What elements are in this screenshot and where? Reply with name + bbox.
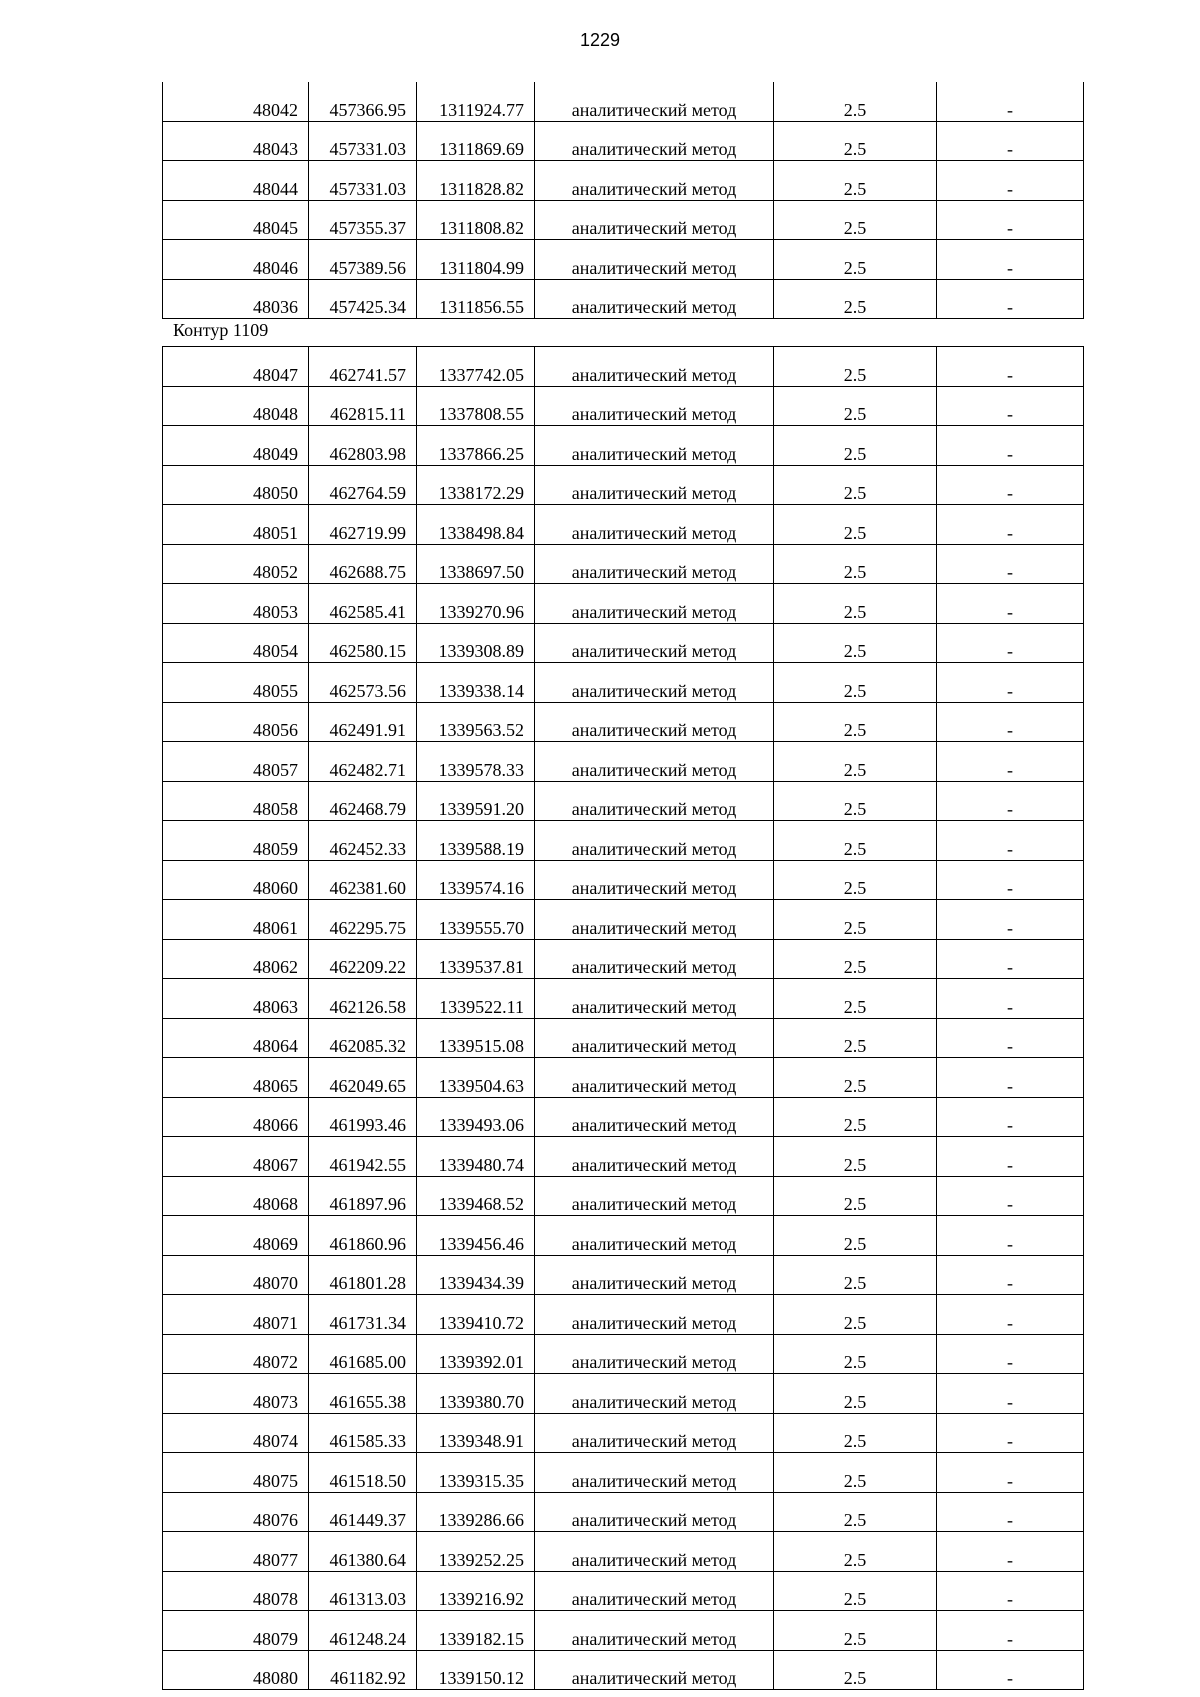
accuracy-cell: 2.5 bbox=[774, 1453, 937, 1493]
description-cell: - bbox=[937, 781, 1084, 821]
point-number-cell: 48071 bbox=[163, 1295, 309, 1335]
description-cell: - bbox=[937, 1453, 1084, 1493]
method-cell: аналитический метод bbox=[535, 161, 774, 201]
x-coordinate-cell: 462688.75 bbox=[309, 544, 417, 584]
y-coordinate-cell: 1337866.25 bbox=[417, 426, 535, 466]
point-number-cell: 48076 bbox=[163, 1492, 309, 1532]
y-coordinate-cell: 1339252.25 bbox=[417, 1532, 535, 1572]
method-cell: аналитический метод bbox=[535, 1018, 774, 1058]
table-row bbox=[163, 121, 1084, 161]
point-number-cell: 48064 bbox=[163, 1018, 309, 1058]
y-coordinate-cell: 1339537.81 bbox=[417, 939, 535, 979]
point-number-cell: 48078 bbox=[163, 1571, 309, 1611]
point-number-cell: 48051 bbox=[163, 505, 309, 545]
x-coordinate-cell: 462482.71 bbox=[309, 742, 417, 782]
table-row bbox=[163, 900, 1084, 940]
description-cell: - bbox=[937, 979, 1084, 1019]
y-coordinate-cell: 1339216.92 bbox=[417, 1571, 535, 1611]
description-cell: - bbox=[937, 386, 1084, 426]
table-row bbox=[163, 1650, 1084, 1690]
table-row bbox=[163, 623, 1084, 663]
table-row bbox=[163, 1413, 1084, 1453]
x-coordinate-cell: 457331.03 bbox=[309, 161, 417, 201]
method-cell: аналитический метод bbox=[535, 240, 774, 280]
table-row bbox=[163, 702, 1084, 742]
method-cell: аналитический метод bbox=[535, 623, 774, 663]
accuracy-cell: 2.5 bbox=[774, 821, 937, 861]
accuracy-cell: 2.5 bbox=[774, 742, 937, 782]
x-coordinate-cell: 461380.64 bbox=[309, 1532, 417, 1572]
x-coordinate-cell: 462381.60 bbox=[309, 860, 417, 900]
method-cell: аналитический метод bbox=[535, 742, 774, 782]
x-coordinate-cell: 462803.98 bbox=[309, 426, 417, 466]
y-coordinate-cell: 1339588.19 bbox=[417, 821, 535, 861]
y-coordinate-cell: 1339270.96 bbox=[417, 584, 535, 624]
description-cell: - bbox=[937, 347, 1084, 387]
table-row bbox=[163, 1611, 1084, 1651]
point-number-cell: 48065 bbox=[163, 1058, 309, 1098]
description-cell: - bbox=[937, 663, 1084, 703]
x-coordinate-cell: 462764.59 bbox=[309, 465, 417, 505]
description-cell: - bbox=[937, 240, 1084, 280]
y-coordinate-cell: 1339150.12 bbox=[417, 1650, 535, 1690]
table-row bbox=[163, 781, 1084, 821]
accuracy-cell: 2.5 bbox=[774, 121, 937, 161]
x-coordinate-cell: 462468.79 bbox=[309, 781, 417, 821]
accuracy-cell: 2.5 bbox=[774, 1492, 937, 1532]
point-number-cell: 48067 bbox=[163, 1137, 309, 1177]
accuracy-cell: 2.5 bbox=[774, 623, 937, 663]
accuracy-cell: 2.5 bbox=[774, 860, 937, 900]
accuracy-cell: 2.5 bbox=[774, 1097, 937, 1137]
table-row bbox=[163, 1571, 1084, 1611]
method-cell: аналитический метод bbox=[535, 1255, 774, 1295]
y-coordinate-cell: 1311869.69 bbox=[417, 121, 535, 161]
accuracy-cell: 2.5 bbox=[774, 1216, 937, 1256]
point-number-cell: 48063 bbox=[163, 979, 309, 1019]
method-cell: аналитический метод bbox=[535, 1611, 774, 1651]
y-coordinate-cell: 1339380.70 bbox=[417, 1374, 535, 1414]
y-coordinate-cell: 1339308.89 bbox=[417, 623, 535, 663]
table-row bbox=[163, 240, 1084, 280]
description-cell: - bbox=[937, 1413, 1084, 1453]
x-coordinate-cell: 461942.55 bbox=[309, 1137, 417, 1177]
y-coordinate-cell: 1339591.20 bbox=[417, 781, 535, 821]
accuracy-cell: 2.5 bbox=[774, 1334, 937, 1374]
y-coordinate-cell: 1337808.55 bbox=[417, 386, 535, 426]
x-coordinate-cell: 462585.41 bbox=[309, 584, 417, 624]
method-cell: аналитический метод bbox=[535, 544, 774, 584]
accuracy-cell: 2.5 bbox=[774, 426, 937, 466]
point-number-cell: 48058 bbox=[163, 781, 309, 821]
point-number-cell: 48060 bbox=[163, 860, 309, 900]
description-cell: - bbox=[937, 1295, 1084, 1335]
description-cell: - bbox=[937, 939, 1084, 979]
y-coordinate-cell: 1311804.99 bbox=[417, 240, 535, 280]
table-row bbox=[163, 1058, 1084, 1098]
accuracy-cell: 2.5 bbox=[774, 1532, 937, 1572]
table-row bbox=[163, 386, 1084, 426]
table-row bbox=[163, 821, 1084, 861]
y-coordinate-cell: 1339574.16 bbox=[417, 860, 535, 900]
contour-label: Контур 1109 bbox=[173, 320, 269, 340]
description-cell: - bbox=[937, 1018, 1084, 1058]
table-row bbox=[163, 979, 1084, 1019]
accuracy-cell: 2.5 bbox=[774, 544, 937, 584]
accuracy-cell: 2.5 bbox=[774, 279, 937, 319]
table-row bbox=[163, 1532, 1084, 1572]
method-cell: аналитический метод bbox=[535, 1176, 774, 1216]
x-coordinate-cell: 462126.58 bbox=[309, 979, 417, 1019]
y-coordinate-cell: 1311828.82 bbox=[417, 161, 535, 201]
point-number-cell: 48049 bbox=[163, 426, 309, 466]
table-row bbox=[163, 1097, 1084, 1137]
table-row bbox=[163, 860, 1084, 900]
x-coordinate-cell: 461897.96 bbox=[309, 1176, 417, 1216]
method-cell: аналитический метод bbox=[535, 979, 774, 1019]
method-cell: аналитический метод bbox=[535, 465, 774, 505]
y-coordinate-cell: 1311924.77 bbox=[417, 82, 535, 121]
accuracy-cell: 2.5 bbox=[774, 1295, 937, 1335]
description-cell: - bbox=[937, 82, 1084, 121]
x-coordinate-cell: 461993.46 bbox=[309, 1097, 417, 1137]
method-cell: аналитический метод bbox=[535, 860, 774, 900]
accuracy-cell: 2.5 bbox=[774, 200, 937, 240]
x-coordinate-cell: 462452.33 bbox=[309, 821, 417, 861]
point-number-cell: 48079 bbox=[163, 1611, 309, 1651]
accuracy-cell: 2.5 bbox=[774, 1058, 937, 1098]
method-cell: аналитический метод bbox=[535, 505, 774, 545]
point-number-cell: 48074 bbox=[163, 1413, 309, 1453]
y-coordinate-cell: 1339555.70 bbox=[417, 900, 535, 940]
description-cell: - bbox=[937, 1216, 1084, 1256]
y-coordinate-cell: 1339434.39 bbox=[417, 1255, 535, 1295]
point-number-cell: 48045 bbox=[163, 200, 309, 240]
table-row bbox=[163, 1018, 1084, 1058]
x-coordinate-cell: 462815.11 bbox=[309, 386, 417, 426]
x-coordinate-cell: 457355.37 bbox=[309, 200, 417, 240]
description-cell: - bbox=[937, 1611, 1084, 1651]
description-cell: - bbox=[937, 121, 1084, 161]
point-number-cell: 48042 bbox=[163, 82, 309, 121]
table-row bbox=[163, 82, 1084, 121]
table-row bbox=[163, 1216, 1084, 1256]
accuracy-cell: 2.5 bbox=[774, 663, 937, 703]
description-cell: - bbox=[937, 1532, 1084, 1572]
method-cell: аналитический метод bbox=[535, 939, 774, 979]
method-cell: аналитический метод bbox=[535, 1295, 774, 1335]
description-cell: - bbox=[937, 742, 1084, 782]
point-number-cell: 48059 bbox=[163, 821, 309, 861]
y-coordinate-cell: 1338697.50 bbox=[417, 544, 535, 584]
description-cell: - bbox=[937, 505, 1084, 545]
point-number-cell: 48036 bbox=[163, 279, 309, 319]
x-coordinate-cell: 457389.56 bbox=[309, 240, 417, 280]
point-number-cell: 48048 bbox=[163, 386, 309, 426]
table-row bbox=[163, 426, 1084, 466]
accuracy-cell: 2.5 bbox=[774, 386, 937, 426]
point-number-cell: 48066 bbox=[163, 1097, 309, 1137]
point-number-cell: 48052 bbox=[163, 544, 309, 584]
method-cell: аналитический метод bbox=[535, 584, 774, 624]
method-cell: аналитический метод bbox=[535, 426, 774, 466]
description-cell: - bbox=[937, 821, 1084, 861]
method-cell: аналитический метод bbox=[535, 1571, 774, 1611]
accuracy-cell: 2.5 bbox=[774, 702, 937, 742]
table-row bbox=[163, 1334, 1084, 1374]
method-cell: аналитический метод bbox=[535, 1097, 774, 1137]
point-number-cell: 48075 bbox=[163, 1453, 309, 1493]
method-cell: аналитический метод bbox=[535, 1532, 774, 1572]
point-number-cell: 48072 bbox=[163, 1334, 309, 1374]
method-cell: аналитический метод bbox=[535, 347, 774, 387]
coordinates-table-contour-1109 bbox=[162, 346, 1084, 1690]
table-row bbox=[163, 161, 1084, 201]
method-cell: аналитический метод bbox=[535, 82, 774, 121]
table-row bbox=[163, 1255, 1084, 1295]
x-coordinate-cell: 461585.33 bbox=[309, 1413, 417, 1453]
description-cell: - bbox=[937, 200, 1084, 240]
table-row bbox=[163, 465, 1084, 505]
table-row bbox=[163, 1137, 1084, 1177]
point-number-cell: 48069 bbox=[163, 1216, 309, 1256]
accuracy-cell: 2.5 bbox=[774, 82, 937, 121]
method-cell: аналитический метод bbox=[535, 663, 774, 703]
x-coordinate-cell: 462295.75 bbox=[309, 900, 417, 940]
description-cell: - bbox=[937, 1492, 1084, 1532]
description-cell: - bbox=[937, 1571, 1084, 1611]
y-coordinate-cell: 1339348.91 bbox=[417, 1413, 535, 1453]
x-coordinate-cell: 461449.37 bbox=[309, 1492, 417, 1532]
description-cell: - bbox=[937, 623, 1084, 663]
y-coordinate-cell: 1339315.35 bbox=[417, 1453, 535, 1493]
table-row bbox=[163, 1374, 1084, 1414]
description-cell: - bbox=[937, 1137, 1084, 1177]
point-number-cell: 48043 bbox=[163, 121, 309, 161]
description-cell: - bbox=[937, 1058, 1084, 1098]
method-cell: аналитический метод bbox=[535, 279, 774, 319]
y-coordinate-cell: 1338498.84 bbox=[417, 505, 535, 545]
method-cell: аналитический метод bbox=[535, 121, 774, 161]
y-coordinate-cell: 1338172.29 bbox=[417, 465, 535, 505]
y-coordinate-cell: 1339468.52 bbox=[417, 1176, 535, 1216]
accuracy-cell: 2.5 bbox=[774, 347, 937, 387]
table-row bbox=[163, 742, 1084, 782]
y-coordinate-cell: 1339504.63 bbox=[417, 1058, 535, 1098]
y-coordinate-cell: 1311856.55 bbox=[417, 279, 535, 319]
table-row bbox=[163, 1295, 1084, 1335]
description-cell: - bbox=[937, 161, 1084, 201]
accuracy-cell: 2.5 bbox=[774, 1255, 937, 1295]
method-cell: аналитический метод bbox=[535, 200, 774, 240]
x-coordinate-cell: 461313.03 bbox=[309, 1571, 417, 1611]
accuracy-cell: 2.5 bbox=[774, 979, 937, 1019]
x-coordinate-cell: 457366.95 bbox=[309, 82, 417, 121]
method-cell: аналитический метод bbox=[535, 702, 774, 742]
coordinates-table-continued bbox=[162, 82, 1084, 319]
method-cell: аналитический метод bbox=[535, 1058, 774, 1098]
x-coordinate-cell: 462741.57 bbox=[309, 347, 417, 387]
y-coordinate-cell: 1339338.14 bbox=[417, 663, 535, 703]
description-cell: - bbox=[937, 465, 1084, 505]
table-row bbox=[163, 1453, 1084, 1493]
y-coordinate-cell: 1339182.15 bbox=[417, 1611, 535, 1651]
x-coordinate-cell: 457331.03 bbox=[309, 121, 417, 161]
accuracy-cell: 2.5 bbox=[774, 1374, 937, 1414]
x-coordinate-cell: 462573.56 bbox=[309, 663, 417, 703]
page-number: 1229 bbox=[579, 30, 621, 50]
description-cell: - bbox=[937, 900, 1084, 940]
x-coordinate-cell: 461655.38 bbox=[309, 1374, 417, 1414]
y-coordinate-cell: 1339480.74 bbox=[417, 1137, 535, 1177]
accuracy-cell: 2.5 bbox=[774, 1650, 937, 1690]
method-cell: аналитический метод bbox=[535, 1650, 774, 1690]
x-coordinate-cell: 461518.50 bbox=[309, 1453, 417, 1493]
description-cell: - bbox=[937, 1334, 1084, 1374]
table-row bbox=[163, 663, 1084, 703]
description-cell: - bbox=[937, 1097, 1084, 1137]
x-coordinate-cell: 461801.28 bbox=[309, 1255, 417, 1295]
x-coordinate-cell: 462719.99 bbox=[309, 505, 417, 545]
accuracy-cell: 2.5 bbox=[774, 1018, 937, 1058]
method-cell: аналитический метод bbox=[535, 1492, 774, 1532]
point-number-cell: 48053 bbox=[163, 584, 309, 624]
point-number-cell: 48054 bbox=[163, 623, 309, 663]
point-number-cell: 48057 bbox=[163, 742, 309, 782]
y-coordinate-cell: 1311808.82 bbox=[417, 200, 535, 240]
method-cell: аналитический метод bbox=[535, 1334, 774, 1374]
accuracy-cell: 2.5 bbox=[774, 161, 937, 201]
point-number-cell: 48073 bbox=[163, 1374, 309, 1414]
y-coordinate-cell: 1337742.05 bbox=[417, 347, 535, 387]
description-cell: - bbox=[937, 426, 1084, 466]
table-row bbox=[163, 347, 1084, 387]
method-cell: аналитический метод bbox=[535, 1413, 774, 1453]
x-coordinate-cell: 461685.00 bbox=[309, 1334, 417, 1374]
description-cell: - bbox=[937, 1650, 1084, 1690]
accuracy-cell: 2.5 bbox=[774, 900, 937, 940]
x-coordinate-cell: 462491.91 bbox=[309, 702, 417, 742]
method-cell: аналитический метод bbox=[535, 1137, 774, 1177]
y-coordinate-cell: 1339563.52 bbox=[417, 702, 535, 742]
point-number-cell: 48080 bbox=[163, 1650, 309, 1690]
description-cell: - bbox=[937, 279, 1084, 319]
point-number-cell: 48055 bbox=[163, 663, 309, 703]
method-cell: аналитический метод bbox=[535, 386, 774, 426]
method-cell: аналитический метод bbox=[535, 781, 774, 821]
accuracy-cell: 2.5 bbox=[774, 505, 937, 545]
y-coordinate-cell: 1339456.46 bbox=[417, 1216, 535, 1256]
point-number-cell: 48047 bbox=[163, 347, 309, 387]
point-number-cell: 48050 bbox=[163, 465, 309, 505]
accuracy-cell: 2.5 bbox=[774, 1137, 937, 1177]
point-number-cell: 48077 bbox=[163, 1532, 309, 1572]
x-coordinate-cell: 462209.22 bbox=[309, 939, 417, 979]
accuracy-cell: 2.5 bbox=[774, 1176, 937, 1216]
method-cell: аналитический метод bbox=[535, 900, 774, 940]
table-row bbox=[163, 279, 1084, 319]
point-number-cell: 48061 bbox=[163, 900, 309, 940]
table-row bbox=[163, 939, 1084, 979]
x-coordinate-cell: 462049.65 bbox=[309, 1058, 417, 1098]
description-cell: - bbox=[937, 584, 1084, 624]
x-coordinate-cell: 461248.24 bbox=[309, 1611, 417, 1651]
accuracy-cell: 2.5 bbox=[774, 781, 937, 821]
method-cell: аналитический метод bbox=[535, 1216, 774, 1256]
point-number-cell: 48062 bbox=[163, 939, 309, 979]
description-cell: - bbox=[937, 544, 1084, 584]
y-coordinate-cell: 1339493.06 bbox=[417, 1097, 535, 1137]
description-cell: - bbox=[937, 860, 1084, 900]
point-number-cell: 48070 bbox=[163, 1255, 309, 1295]
accuracy-cell: 2.5 bbox=[774, 1611, 937, 1651]
y-coordinate-cell: 1339410.72 bbox=[417, 1295, 535, 1335]
table-row bbox=[163, 200, 1084, 240]
x-coordinate-cell: 461731.34 bbox=[309, 1295, 417, 1335]
point-number-cell: 48046 bbox=[163, 240, 309, 280]
x-coordinate-cell: 462580.15 bbox=[309, 623, 417, 663]
description-cell: - bbox=[937, 1374, 1084, 1414]
table-row bbox=[163, 505, 1084, 545]
method-cell: аналитический метод bbox=[535, 1374, 774, 1414]
table-row bbox=[163, 1492, 1084, 1532]
description-cell: - bbox=[937, 702, 1084, 742]
y-coordinate-cell: 1339392.01 bbox=[417, 1334, 535, 1374]
method-cell: аналитический метод bbox=[535, 821, 774, 861]
table-row bbox=[163, 1176, 1084, 1216]
x-coordinate-cell: 461182.92 bbox=[309, 1650, 417, 1690]
y-coordinate-cell: 1339286.66 bbox=[417, 1492, 535, 1532]
description-cell: - bbox=[937, 1255, 1084, 1295]
accuracy-cell: 2.5 bbox=[774, 465, 937, 505]
point-number-cell: 48068 bbox=[163, 1176, 309, 1216]
accuracy-cell: 2.5 bbox=[774, 1571, 937, 1611]
y-coordinate-cell: 1339515.08 bbox=[417, 1018, 535, 1058]
point-number-cell: 48044 bbox=[163, 161, 309, 201]
accuracy-cell: 2.5 bbox=[774, 939, 937, 979]
point-number-cell: 48056 bbox=[163, 702, 309, 742]
table-row bbox=[163, 584, 1084, 624]
x-coordinate-cell: 461860.96 bbox=[309, 1216, 417, 1256]
accuracy-cell: 2.5 bbox=[774, 584, 937, 624]
y-coordinate-cell: 1339578.33 bbox=[417, 742, 535, 782]
x-coordinate-cell: 457425.34 bbox=[309, 279, 417, 319]
y-coordinate-cell: 1339522.11 bbox=[417, 979, 535, 1019]
x-coordinate-cell: 462085.32 bbox=[309, 1018, 417, 1058]
accuracy-cell: 2.5 bbox=[774, 240, 937, 280]
accuracy-cell: 2.5 bbox=[774, 1413, 937, 1453]
description-cell: - bbox=[937, 1176, 1084, 1216]
table-row bbox=[163, 544, 1084, 584]
method-cell: аналитический метод bbox=[535, 1453, 774, 1493]
